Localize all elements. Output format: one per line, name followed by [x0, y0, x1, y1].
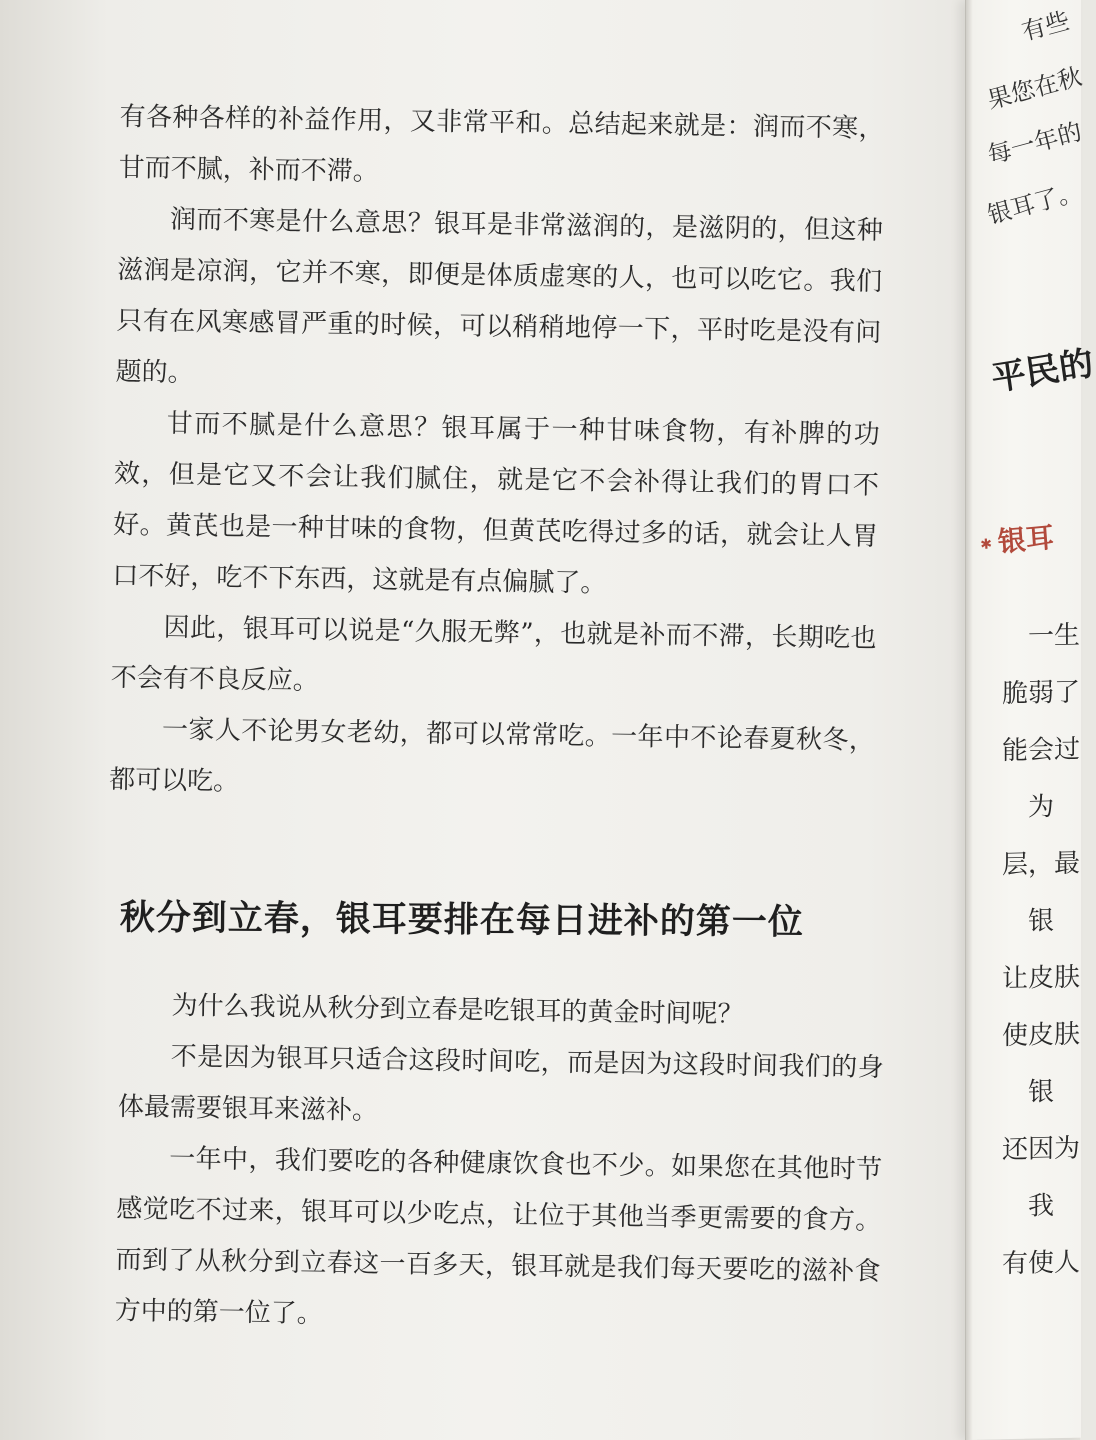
right-page-body-line: 脆弱了: [1002, 677, 1081, 710]
right-page-body-line: 为: [1028, 792, 1055, 823]
paragraph: 因此，银耳可以说是“久服无弊”，也就是补而不滞，长期吃也不会有不良反应。: [110, 612, 877, 697]
right-page-body-line: 银: [1028, 906, 1055, 937]
right-page-body-line: 层，最: [1002, 848, 1081, 881]
right-page-line: 每一年的: [984, 117, 1085, 170]
body-text-bottom: [114, 980, 885, 1349]
right-page-line: 果您在秋: [984, 62, 1085, 115]
right-page-body-line: 有使人: [1002, 1247, 1081, 1280]
paragraph: 不是因为银耳只适合这段时间吃，而是因为这段时间我们的身体最需要银耳来滋补。: [117, 1041, 884, 1127]
paragraph: 润而不寒是什么意思？银耳是非常滋润的，是滋阴的，但这种滋润是凉润，它并不寒，即便是体质虚寒的人，也可以吃它。我们只有在风寒感冒严重的时候，可以稍稍地停一下，平时吃是没有问题的。: [115, 204, 884, 389]
right-page-edge: [965, 0, 1096, 1440]
right-page-body-line: 一生: [1028, 620, 1081, 652]
right-page-line: 银耳了。: [984, 177, 1085, 230]
body-text-top: [109, 92, 885, 818]
section-heading: 秋分到立春，银耳要排在每日进补的第一位: [119, 897, 804, 943]
right-page-body-line: 让皮肤: [1002, 962, 1081, 995]
right-page-heading: 平民的: [989, 343, 1096, 400]
paragraph: 一家人不论男女老幼，都可以常常吃。一年中不论春夏秋冬，都可以吃。: [108, 714, 876, 797]
right-page-subheading: [979, 516, 1055, 563]
right-page-body-line: 我: [1028, 1191, 1055, 1222]
right-page-body-line: 能会过: [1002, 734, 1081, 767]
bullet-star-icon: ✱: [979, 536, 993, 554]
right-page-body-line: 使皮肤: [1002, 1019, 1081, 1052]
right-page-line: 有些: [1018, 6, 1073, 47]
right-page-body-line: 银: [1028, 1077, 1055, 1108]
paragraph: 甘而不腻是什么意思？银耳属于一种甘味食物，有补脾的功效，但是它又不会让我们腻住，就是它不会补得让我们的胃口不好。黄芪也是一种甘味的食物，但黄芪吃得过多的话，就会让人胃口不好，吃不下东西，这就是有点偏腻了。: [112, 408, 880, 599]
paragraph: 一年中，我们要吃的各种健康饮食也不少。如果您在其他时节感觉吃不过来，银耳可以少吃点，让位于其他当季更需要的食方。而到了从秋分到立春这一百多天，银耳就是我们每天要吃的滋补食方中的第一位了。: [114, 1143, 883, 1330]
paragraph: 有各种各样的补益作用，又非常平和。总结起来就是：润而不寒，甘而不腻，补而不滞。: [118, 101, 885, 188]
right-page-subheading-text: 银耳: [996, 520, 1055, 559]
right-page-body-line: 还因为: [1002, 1133, 1081, 1166]
paragraph: 为什么我说从秋分到立春是吃银耳的黄金时间呢？: [171, 990, 744, 1030]
right-page-body: [1002, 608, 1080, 1294]
